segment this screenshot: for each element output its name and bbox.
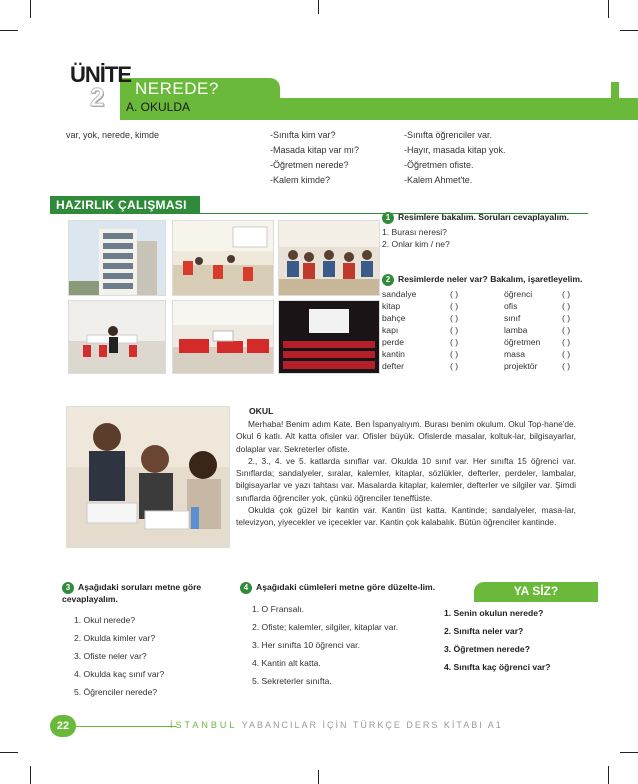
checklist-row	[382, 324, 582, 336]
sample-answer: -Sınıfta öğrenciler var.	[404, 130, 493, 140]
checkbox[interactable]: ( )	[562, 361, 571, 371]
crop-mark	[30, 766, 31, 784]
checklist-row	[382, 312, 582, 324]
book-title-brand: İSTANBUL	[170, 720, 238, 730]
checklist-word: öğrenci	[504, 289, 533, 299]
section-title: HAZIRLIK ÇALIŞMASI	[56, 198, 187, 212]
photo-students-reading	[66, 406, 230, 548]
crop-mark	[608, 0, 609, 18]
exercise-4	[240, 582, 440, 690]
reading-title: OKUL	[249, 406, 274, 416]
exercise-number-badge: 3	[62, 582, 74, 594]
checklist-word: defter	[382, 361, 404, 371]
checkbox[interactable]: ( )	[450, 349, 459, 359]
checklist-word: kantin	[382, 349, 405, 359]
sample-answer: -Öğretmen ofiste.	[404, 160, 474, 170]
exercise-1-question: 1. Burası neresi?	[382, 227, 447, 237]
exercise-2-instruction: 2 Resimlerde neler var? Bakalım, işaretleyelim.	[382, 274, 592, 286]
exercise-number-badge: 2	[382, 274, 394, 286]
photo-cafeteria	[68, 300, 166, 374]
checklist-row	[382, 288, 582, 300]
exercise-4-instruction: 4 Aşağıdaki cümleleri metne göre düzelte-lim.	[240, 582, 440, 594]
exercise-4-item: 2. Ofiste; kalemler, silgiler, kitaplar var.	[252, 622, 399, 632]
book-title	[170, 720, 503, 730]
ya-siz-item: 1. Senin okulun nerede?	[444, 608, 544, 618]
crop-mark	[620, 752, 638, 753]
crop-mark	[0, 30, 18, 31]
exercise-3-item: 3. Ofiste neler var?	[74, 651, 147, 661]
book-title-rest: YABANCILAR İÇİN TÜRKÇE DERS KİTABI A1	[241, 720, 503, 730]
checklist-word: sınıf	[504, 313, 521, 323]
crop-mark	[620, 30, 638, 31]
sample-answer: -Hayır, masada kitap yok.	[404, 145, 506, 155]
crop-mark	[318, 0, 319, 14]
checkbox[interactable]: ( )	[562, 301, 571, 311]
checkbox[interactable]: ( )	[562, 325, 571, 335]
checklist-word: masa	[504, 349, 526, 359]
crop-mark	[318, 770, 319, 784]
footer-line	[76, 726, 176, 727]
checkbox[interactable]: ( )	[562, 337, 571, 347]
checklist-word: lamba	[504, 325, 528, 335]
ya-siz-item: 2. Sınıfta neler var?	[444, 626, 524, 636]
photo-students-in-class	[278, 220, 380, 296]
ya-siz-list	[444, 604, 604, 676]
exercise-4-item: 4. Kantin alt katta.	[252, 658, 321, 668]
sample-question: -Öğretmen nerede?	[270, 160, 349, 170]
ya-siz-item: 4. Sınıfta kaç öğrenci var?	[444, 662, 551, 672]
checklist-word: öğretmen	[504, 337, 541, 347]
ya-siz-title: YA SİZ?	[513, 584, 559, 598]
checkbox[interactable]: ( )	[450, 289, 459, 299]
checklist-row	[382, 300, 582, 312]
exercise-1	[382, 212, 592, 250]
sample-question: -Sınıfta kim var?	[270, 130, 336, 140]
checklist-word: kapı	[382, 325, 399, 335]
crop-mark	[608, 766, 609, 784]
crop-mark	[30, 0, 31, 18]
exercise-3-item: 5. Öğrenciler nerede?	[74, 687, 158, 697]
checklist-word: bahçe	[382, 313, 406, 323]
sample-question: -Masada kitap var mı?	[270, 145, 360, 155]
checkbox[interactable]: ( )	[450, 361, 459, 371]
checkbox[interactable]: ( )	[450, 325, 459, 335]
sample-answers	[404, 128, 506, 188]
ya-siz-item: 3. Öğretmen nerede?	[444, 644, 530, 654]
crop-mark	[0, 752, 18, 753]
checklist-table	[382, 288, 582, 372]
checklist-word: projektör	[504, 361, 538, 371]
exercise-2	[382, 274, 592, 372]
unit-label: ÜNİTE	[70, 62, 131, 87]
reading-text	[236, 418, 576, 529]
sample-answer: -Kalem Ahmet'te.	[404, 175, 473, 185]
exercise-3-list	[62, 611, 222, 701]
photo-lounge	[172, 300, 274, 374]
exercise-4-item: 1. O Fransalı.	[252, 604, 305, 614]
sample-questions	[270, 128, 359, 188]
checkbox[interactable]: ( )	[450, 313, 459, 323]
header-bar	[120, 98, 638, 120]
exercise-1-question: 2. Onlar kim / ne?	[382, 239, 450, 249]
checklist-word: perde	[382, 337, 404, 347]
exercise-4-list	[240, 600, 440, 690]
checklist-word: sandalye	[382, 289, 417, 299]
checklist-row	[382, 360, 582, 372]
exercise-1-instruction: 1 Resimlere bakalım. Soruları cevaplayalım.	[382, 212, 592, 224]
exercise-number-badge: 4	[240, 582, 252, 594]
checklist-word: ofis	[504, 301, 518, 311]
checkbox[interactable]: ( )	[450, 301, 459, 311]
exercise-3-item: 2. Okulda kimler var?	[74, 633, 156, 643]
checkbox[interactable]: ( )	[562, 349, 571, 359]
checklist-word: kitap	[382, 301, 401, 311]
edge-tab	[611, 82, 619, 100]
checklist-row	[382, 348, 582, 360]
photo-classroom	[172, 220, 274, 296]
exercise-3-item: 4. Okulda kaç sınıf var?	[74, 669, 165, 679]
exercise-4-item: 3. Her sınıfta 10 öğrenci var.	[252, 640, 360, 650]
photo-school-building	[68, 220, 166, 296]
photo-conference-hall	[278, 300, 380, 374]
checkbox[interactable]: ( )	[450, 337, 459, 347]
exercise-3-instruction: 3 Aşağıdaki soruları metne göre cevaplayalım.	[62, 582, 202, 604]
sample-question: -Kalem kimde?	[270, 175, 331, 185]
page-number: 22	[50, 715, 76, 737]
page-title: NEREDE?	[135, 79, 219, 98]
unit-number: 2	[90, 82, 105, 112]
exercise-3	[62, 582, 222, 701]
exercise-3-item: 1. Okul nerede?	[74, 615, 136, 625]
page-subtitle: A. OKULDA	[126, 100, 191, 114]
checkbox[interactable]: ( )	[562, 313, 571, 323]
reading-paragraph: Okulda çok güzel bir kantin var. Kantin üst katta. Kantinde; sandalyeler, masa-lar, televizyon, yiyecekler ve içecekler var. Kantin çok kalabalık. Bütün öğrenciler kantinde.	[236, 505, 576, 528]
exercise-number-badge: 1	[382, 212, 394, 224]
reading-paragraph: 2., 3., 4. ve 5. katlarda sınıflar var. Okulda 10 sınıf var. Her sınıfta 15 öğrenci var. Sınıflarda; sandalyeler, sıralar, kalemler, kitaplar, sözlükler, defterler, perdeler, lambalar, bilgisayarlar ve yazı tahtası var. Masalarda kitaplar, kalemler, defterler ve silgiler var. Şimdi sınıflarda öğrenciler yok, çünkü öğrenciler teneffüste.	[236, 455, 576, 503]
exercise-4-item: 5. Sekreterler sınıfta.	[252, 676, 332, 686]
vocabulary-list: var, yok, nerede, kimde	[66, 130, 160, 140]
checklist-row	[382, 336, 582, 348]
checkbox[interactable]: ( )	[562, 289, 571, 299]
reading-paragraph: Merhaba! Benim adım Kate. Ben İspanyalıyım. Burası benim okulum. Okul Top-hane'de. Okul 6 katlı. Alt katta ofisler var. Ofisler büyük. Ofislerde masalar, koltuk-lar, bilgisayarlar, dolaplar var. Sekreterler ofiste.	[236, 419, 576, 454]
